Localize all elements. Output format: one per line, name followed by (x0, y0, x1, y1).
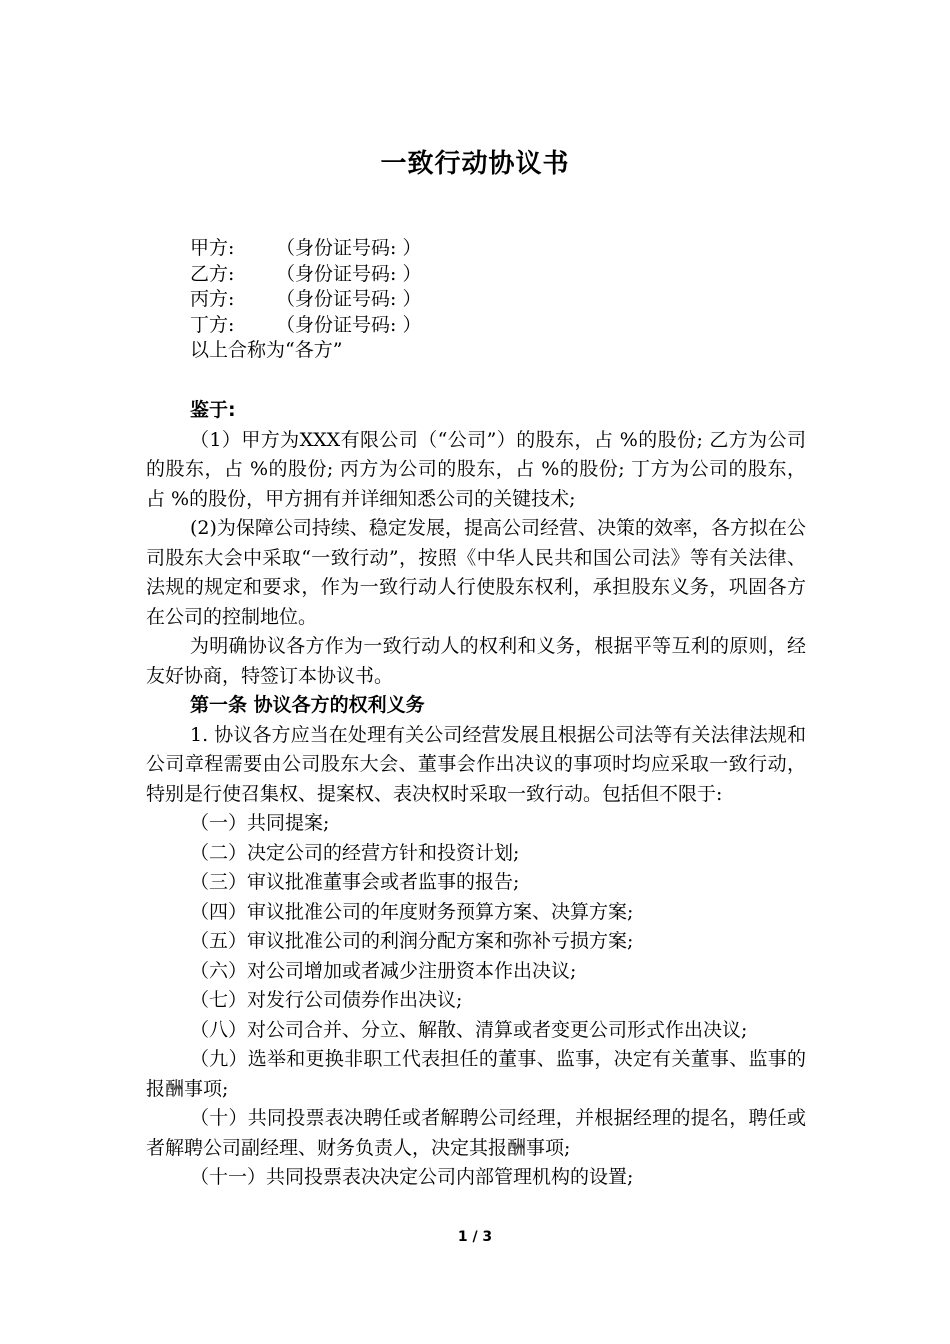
list-item: （八）对公司合并、分立、解散、清算或者变更公司形式作出决议; (190, 1018, 748, 1041)
party-name: 甲方: (190, 237, 235, 259)
purpose-paragraph: 为明确协议各方作为一致行动人的权利和义务，根据平等互利的原则，经友好协商，特签订本协议书。 (146, 635, 806, 687)
parties-block (190, 236, 421, 364)
party-name: 丙方: (190, 288, 235, 310)
party-row-d (190, 313, 421, 339)
party-name: 丁方: (190, 313, 235, 336)
list-item: （一）共同提案; (190, 812, 330, 834)
page-number: 1 / 3 (457, 1229, 493, 1245)
whereas-heading: 鉴于: (190, 399, 236, 421)
party-id-label: （身份证号码: ） (276, 313, 422, 336)
party-name: 乙方: (190, 262, 235, 285)
party-row-a (190, 236, 421, 262)
list-item: （六）对公司增加或者减少注册资本作出决议; (190, 959, 577, 982)
party-row-c (190, 287, 421, 313)
party-id-label: （身份证号码: ） (276, 288, 422, 310)
list-item: （九）选举和更换非职工代表担任的董事、监事，决定有关董事、监事的报酬事项; (146, 1048, 806, 1100)
article-1-heading: 第一条 协议各方的权利义务 (190, 694, 425, 716)
party-id-label: （身份证号码: ） (276, 262, 422, 285)
list-item: （三）审议批准董事会或者监事的报告; (190, 871, 520, 893)
list-item: （二）决定公司的经营方针和投资计划; (190, 841, 520, 864)
party-row-b (190, 262, 421, 288)
list-item: （十一）共同投票表决决定公司内部管理机构的设置; (190, 1166, 634, 1188)
document-body (146, 396, 806, 1193)
whereas-clause-2: (2)为保障公司持续、稳定发展，提高公司经营、决策的效率，各方拟在公司股东大会中采取“一致行动”，按照《中华人民共和国公司法》等有关法律、法规的规定和要求，作为一致行动人行使股东权利，承担股东义务，巩固各方在公司的控制地位。 (146, 517, 806, 628)
collective-name: 以上合称为“各方” (190, 339, 343, 361)
list-item: （五）审议批准公司的利润分配方案和弥补亏损方案; (190, 930, 634, 952)
article-1-clause-1: 1. 协议各方应当在处理有关公司经营发展且根据公司法等有关法律法规和公司章程需要由公司股东大会、董事会作出决议的事项时均应采取一致行动，特别是行使召集权、提案权、表决权时采取一致行动。包括但不限于: (146, 723, 806, 805)
document-title: 一致行动协议书 (380, 149, 570, 179)
list-item: （四）审议批准公司的年度财务预算方案、决算方案; (190, 900, 634, 923)
party-id-label: （身份证号码: ） (276, 237, 422, 259)
list-item: （十）共同投票表决聘任或者解聘公司经理，并根据经理的提名，聘任或者解聘公司副经理、财务负责人，决定其报酬事项; (146, 1107, 806, 1159)
whereas-clause-1: （1）甲方为XXX有限公司（“公司”）的股东，占 %的股份; 乙方为公司的股东，占 %的股份; 丙方为公司的股东，占 %的股份; 丁方为公司的股东， 占 %的股份，甲方拥有并详细知悉公司的关键技术; (146, 428, 806, 510)
list-item: （七）对发行公司债券作出决议; (190, 989, 463, 1011)
